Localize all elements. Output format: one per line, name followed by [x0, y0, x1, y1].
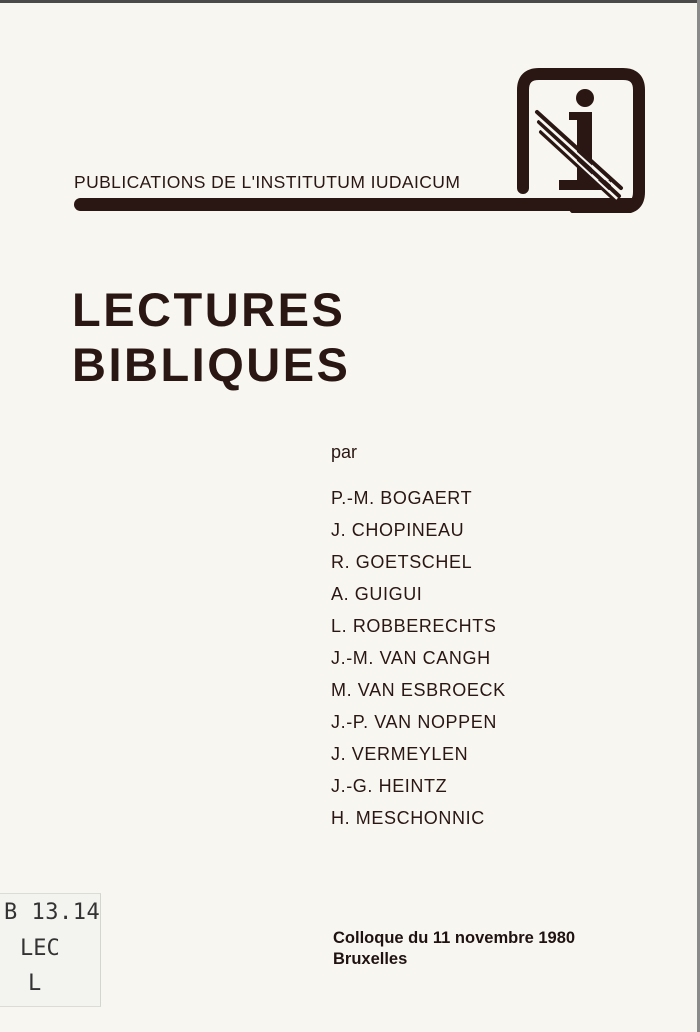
author-item: J.-P. VAN NOPPEN — [331, 712, 497, 732]
author-item: J.-G. HEINTZ — [331, 776, 448, 796]
library-call-number-label — [0, 893, 101, 1007]
series-title: PUBLICATIONS DE L'INSTITUTUM IUDAICUM — [74, 172, 461, 192]
author-item: J. CHOPINEAU — [331, 520, 465, 540]
author-item: H. MESCHONNIC — [331, 808, 485, 828]
colloque-info — [333, 928, 575, 970]
colloque-date: Colloque du 11 novembre 1980 — [333, 929, 576, 947]
title-line-1: LECTURES — [72, 283, 346, 336]
call-number-line-1: B 13.14 — [4, 900, 101, 925]
by-label: par — [331, 442, 358, 462]
call-number-line-2: LEC — [20, 936, 60, 961]
author-item: L. ROBBERECHTS — [331, 616, 497, 636]
title-line-2: BIBLIQUES — [72, 338, 351, 391]
book-title — [72, 282, 350, 392]
author-item: M. VAN ESBROECK — [331, 680, 506, 700]
author-item: A. GUIGUI — [331, 584, 423, 604]
author-item: J.-M. VAN CANGH — [331, 648, 491, 668]
page-edge-top — [0, 0, 700, 3]
author-item: P.-M. BOGAERT — [331, 488, 473, 508]
author-item: R. GOETSCHEL — [331, 552, 473, 572]
institutum-iudaicum-logo-icon — [515, 68, 645, 213]
call-number-line-3: L — [28, 971, 42, 996]
author-list — [331, 482, 506, 834]
colloque-place: Bruxelles — [333, 950, 408, 968]
author-item: J. VERMEYLEN — [331, 744, 469, 764]
